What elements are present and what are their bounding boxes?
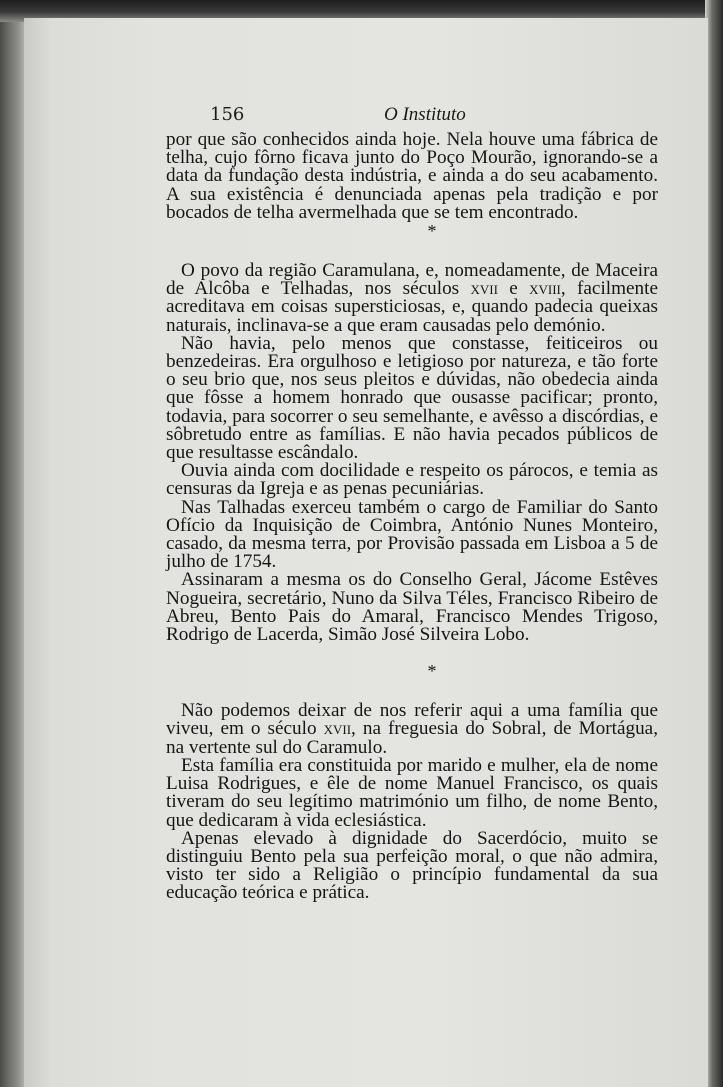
body-text xyxy=(166,131,658,903)
paragraph: Assinaram a mesma os do Conselho Geral, Jácome Estêves Nogueira, secretário, Nuno da Silva Téles, Francisco Ribeiro de Abreu, Bento Pais do Amaral, Francisco Mendes Trigoso, Rodrigo de Lacerda, Simão José Silveira Lobo. xyxy=(166,569,658,646)
paragraph: Ouvia ainda com docilidade e respeito os párocos, e temia as censuras da Igreja e as penas pecuniárias. xyxy=(166,460,658,500)
page-header xyxy=(194,104,670,130)
paragraph: Apenas elevado à dignidade do Sacerdócio, muito se distinguiu Bento pela sua perfeição moral, o que não admira, visto ter sido a Religião o princípio fundamental da sua educação teórica e prática. xyxy=(166,827,658,904)
section-divider: * xyxy=(427,661,437,682)
page-number: 156 xyxy=(210,104,245,125)
paragraph: Não podemos deixar de nos referir aqui a uma família que viveu, em o século xvii, na freguesia do Sobral, de Mortágua, na vertente sul do Caramulo. xyxy=(166,700,658,758)
running-head: O Instituto xyxy=(384,104,466,125)
section-divider: * xyxy=(427,221,437,242)
paragraph: O povo da região Caramulana, e, nomeadamente, de Maceira de Alcôba e Telhadas, nos séculos xvii e xviii, facilmente acreditava em coisas supersticiosas, e, quando padecia queixas naturais, inclinava-se a que eram causadas pelo demónio. xyxy=(166,260,658,336)
paragraph: Nas Talhadas exerceu também o cargo de Familiar do Santo Ofício da Inquisição de Coimbra, António Nunes Monteiro, casado, da mesma terra, por Provisão passada em Lisboa a 5 de julho de 1754. xyxy=(166,496,658,573)
binding-shadow xyxy=(0,0,26,1087)
paragraph: Esta família era constituida por marido e mulher, ela de nome Luisa Rodrigues, e êle de nome Manuel Francisco, os quais tiveram do seu legítimo matrimónio um filho, de nome Bento, que dedicaram à vida eclesiástica. xyxy=(166,754,658,831)
paragraph: por que são conhecidos ainda hoje. Nela houve uma fábrica de telha, cujo fôrno ficava junto do Poço Mourão, ignorando-se a data da fundação desta indústria, e ainda a do seu acabamento. A sua existência é denunciada apenas pela tradição e por bocados de telha avermelhada que se tem encontrado. xyxy=(166,129,658,223)
paragraph: Não havia, pelo menos que constasse, feiticeiros ou benzedeiras. Era orgulhoso e letigioso por natureza, e tão forte o seu brio que, nos seus pleitos e dúvidas, não obedecia ainda que fôsse a homem honrado que ousasse pacificar; pronto, todavia, para socorrer o seu semelhante, e avêsso a discórdias, e sôbretudo entre as famílias. E não havia pecados públicos de que resultasse escândalo. xyxy=(166,332,658,464)
